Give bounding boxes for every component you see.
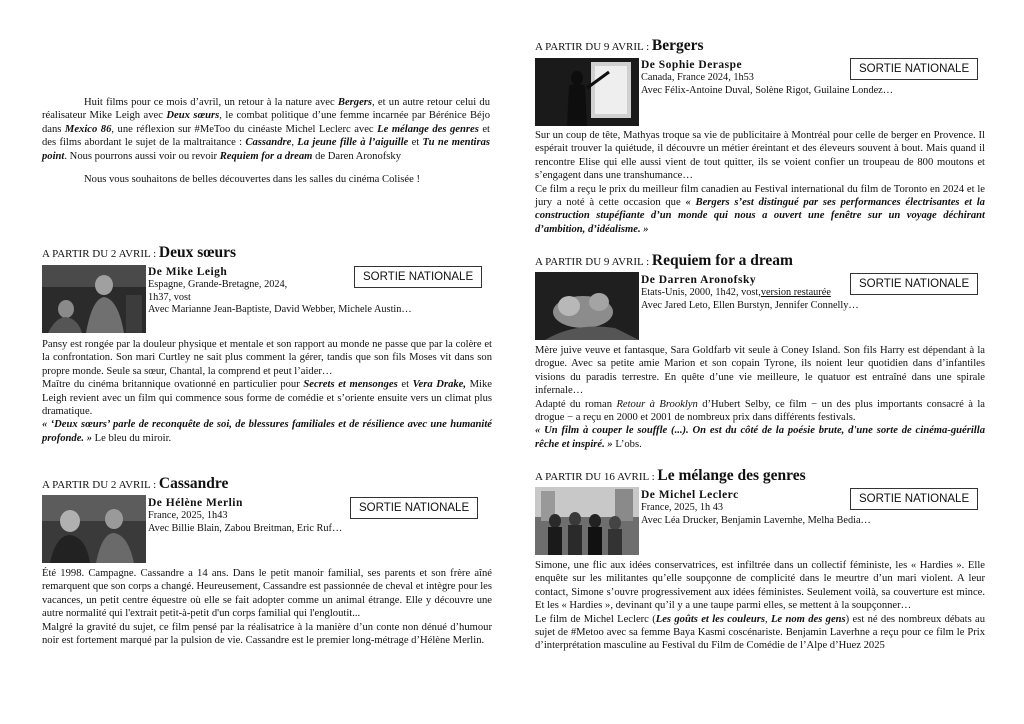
sortie-nationale-badge: SORTIE NATIONALE	[350, 497, 478, 519]
film-paragraph: Malgré la gravité du sujet, ce film pensé par la réalisatrice à la manière d’un conte non dénué d’humour noir est fortement marqué par la pulsion de vie. Cassandre est le premier long-métrage d’Hélène Merlin.	[42, 621, 492, 647]
film-title: Bergers	[651, 37, 704, 54]
film-info-line: Canada, France 2024, 1h53	[641, 72, 754, 83]
film-heading	[42, 476, 492, 493]
sortie-nationale-badge: SORTIE NATIONALE	[850, 58, 978, 80]
film-description	[535, 129, 985, 236]
film-still-image	[535, 272, 639, 340]
film-cast: Avec Marianne Jean-Baptiste, David Webber, Michele Austin…	[148, 304, 412, 316]
film-heading	[535, 253, 985, 270]
film-info-line: 1h37, vost	[148, 291, 191, 303]
film-paragraph: Le film de Michel Leclerc (Les goûts et les couleurs, Le nom des gens) est né des nombreux débats au sujet de #Metoo avec sa femme Baya Kasmi coscénariste. Benjamin Laverhne a reçu pour ce film le Prix d’interprétation masculine au Festival du Film de Comédie de l’Alpe d’Huez 2025	[535, 613, 986, 652]
film-paragraph: « ‘Deux sœurs’ parle de reconquête de soi, de blessures familiales et de résilience avec une humanité profonde. » Le bleu du miroir.	[42, 419, 492, 444]
film-cast: Avec Billie Blain, Zabou Breitman, Eric Ruf…	[148, 522, 343, 534]
release-date: A PARTIR DU 2 AVRIL :	[42, 479, 159, 491]
film-cast: Avec Félix-Antoine Duval, Solène Rigot, Guilaine Londez…	[641, 84, 894, 96]
film-info-line: France, 2025, 1h43	[148, 510, 228, 521]
film-paragraph: Pansy est rongée par la douleur physique et mentale et son rapport au monde ne passe que par la colère et la confrontation. Son mari Curtley ne sait plus comment la gérer, tandis que son fils Moses vit dans son propre monde. Seule sa sœur, Chantal, la comprend et peut l’aider…	[42, 339, 492, 377]
film-director: De Mike Leigh	[148, 266, 228, 278]
film-still-image	[535, 487, 639, 555]
film-description	[42, 567, 492, 647]
film-paragraph: Mère juive veuve et fantasque, Sara Goldfarb vit seule à Coney Island. Son fils Harry est dépendant à la drogue. Avec sa petite amie Marion et son copain Tyrone, ils noient leur quotidien dans d’infantiles visions du paradis terrestre. En quête d’une vie meilleure, le quatuor est entraîné dans une spirale infernale…	[535, 345, 985, 397]
film-paragraph: Simone, une flic aux idées conservatrices, est infiltrée dans un collectif féministe, les « Hardies ». Elle enquête sur les militantes qu’elle soupçonne de complicité dans le meurtre d’un mari violent. A leur contact, Simone s’ouvre progressivement aux idées féministes. Seulement voilà, sa couverture est mince. Et les « Hardies », devinant qu’il y a une taupe parmi elles, se mettent à la soupçonner…	[535, 560, 985, 612]
intro-wish: Nous vous souhaitons de belles découvertes dans les salles du cinéma Colisée !	[84, 174, 420, 186]
film-melange-des-genres	[535, 468, 985, 698]
release-date: A PARTIR DU 9 AVRIL :	[535, 256, 652, 268]
film-heading	[42, 245, 492, 262]
film-heading	[535, 38, 985, 55]
film-info-line: France, 2025, 1h 43	[641, 502, 724, 513]
film-description	[535, 559, 985, 653]
sortie-nationale-badge: SORTIE NATIONALE	[354, 266, 482, 288]
film-still-image	[42, 495, 146, 563]
film-still-image	[535, 58, 639, 126]
sortie-nationale-badge: SORTIE NATIONALE	[850, 488, 978, 510]
film-requiem	[535, 253, 985, 458]
sortie-nationale-badge: SORTIE NATIONALE	[850, 273, 978, 295]
film-director: De Sophie Deraspe	[641, 59, 743, 71]
film-title: Le mélange des genres	[657, 467, 806, 484]
film-description	[535, 344, 985, 451]
intro-paragraph: Huit films pour ce mois d’avril, un retour à la nature avec Bergers, et un autre retour celui du réalisateur Mike Leigh avec Deux sœurs, le combat politique d’une femme incarnée par Bérénice Béjo dans Mexico 86, une réflexion sur #MeToo du cinéaste Michel Leclerc avec Le mélange des genres et des films abordant le sujet de la maltraitance : Cassandre, La jeune fille à l’aiguille et Tu ne mentiras point. Nous pourrons aussi voir ou revoir Requiem for a dream de Daren Aronofsky	[42, 97, 491, 162]
release-date: A PARTIR DU 2 AVRIL :	[42, 248, 159, 260]
film-cast: Avec Jared Leto, Ellen Burstyn, Jennifer Connelly…	[641, 299, 859, 311]
film-director: De Hélène Merlin	[148, 497, 243, 509]
film-cassandre	[42, 476, 492, 691]
film-title: Deux sœurs	[158, 244, 236, 261]
film-paragraph: Ce film a reçu le prix du meilleur film canadien au Festival international du film de Toronto en 2024 et le jury a noté à cette occasion que « Bergers s’est distingué par ses performances électrisantes et la construction stupéfiante d’un monde qui nous a ouvert une fenêtre sur un voyage déchirant d’ambition, d’idéalisme. »	[535, 183, 985, 235]
intro-section	[42, 96, 490, 186]
film-heading	[535, 468, 985, 485]
film-director: De Darren Aronofsky	[641, 274, 757, 286]
film-director: De Michel Leclerc	[641, 489, 739, 501]
film-bergers	[535, 38, 985, 248]
film-paragraph: Sur un coup de tête, Mathyas troque sa vie de publicitaire à Montréal pour celle de berger en Provence. Il espérait trouver la quiétude, il découvre un métier éreintant et des éleveurs souvent à bout. Mais quand il rencontre Elise qui elle aussi vient de tout quitter, ils se voient confier un troupeau de 800 moutons et s’engagent dans une transhumance…	[535, 130, 985, 182]
release-date: A PARTIR DU 16 AVRIL :	[535, 471, 658, 483]
film-info-line: Espagne, Grande-Bretagne, 2024,	[148, 279, 288, 290]
film-paragraph: « Un film à couper le souffle (...). On est du côté de la poésie brute, d'une sorte de cinéma-guérilla rêche et inspiré. » L’obs.	[535, 425, 985, 450]
film-paragraph: Adapté du roman Retour à Brooklyn d’Hubert Selby, ce film − un des plus importants consacré à la drogue − a reçu en 2000 et 2001 de nombreux prix dans différents festivals.	[535, 398, 985, 424]
film-paragraph: Maître du cinéma britannique ovationné en particulier pour Secrets et mensonges et Vera Drake, Mike Leigh revient avec un film qui commence sous forme de comédie et s’oriente ensuite vers un climat plus dramatique.	[42, 379, 493, 418]
film-still-image	[42, 265, 146, 333]
film-title: Cassandre	[158, 475, 229, 492]
release-date: A PARTIR DU 9 AVRIL :	[535, 41, 652, 53]
film-info-line: Etats-Unis, 2000, 1h42, vost,version restaurée	[641, 287, 831, 298]
film-cast: Avec Léa Drucker, Benjamin Lavernhe, Melha Bedia…	[641, 514, 871, 526]
film-title: Requiem for a dream	[651, 252, 793, 269]
film-deux-soeurs	[42, 245, 492, 465]
film-description	[42, 338, 492, 445]
film-paragraph: Été 1998. Campagne. Cassandre a 14 ans. Dans le petit manoir familial, ses parents et son frère aîné remarquent que son corps a changé. Heureusement, Cassandre est passionnée de cheval et intègre pour les vacances, un petit centre équestre où elle se fait adopter comme un animal étrange. Elle y découvre une autre normalité qui l'extrait petit-à-petit d'un corps familial qui l'engloutit...	[42, 568, 492, 620]
